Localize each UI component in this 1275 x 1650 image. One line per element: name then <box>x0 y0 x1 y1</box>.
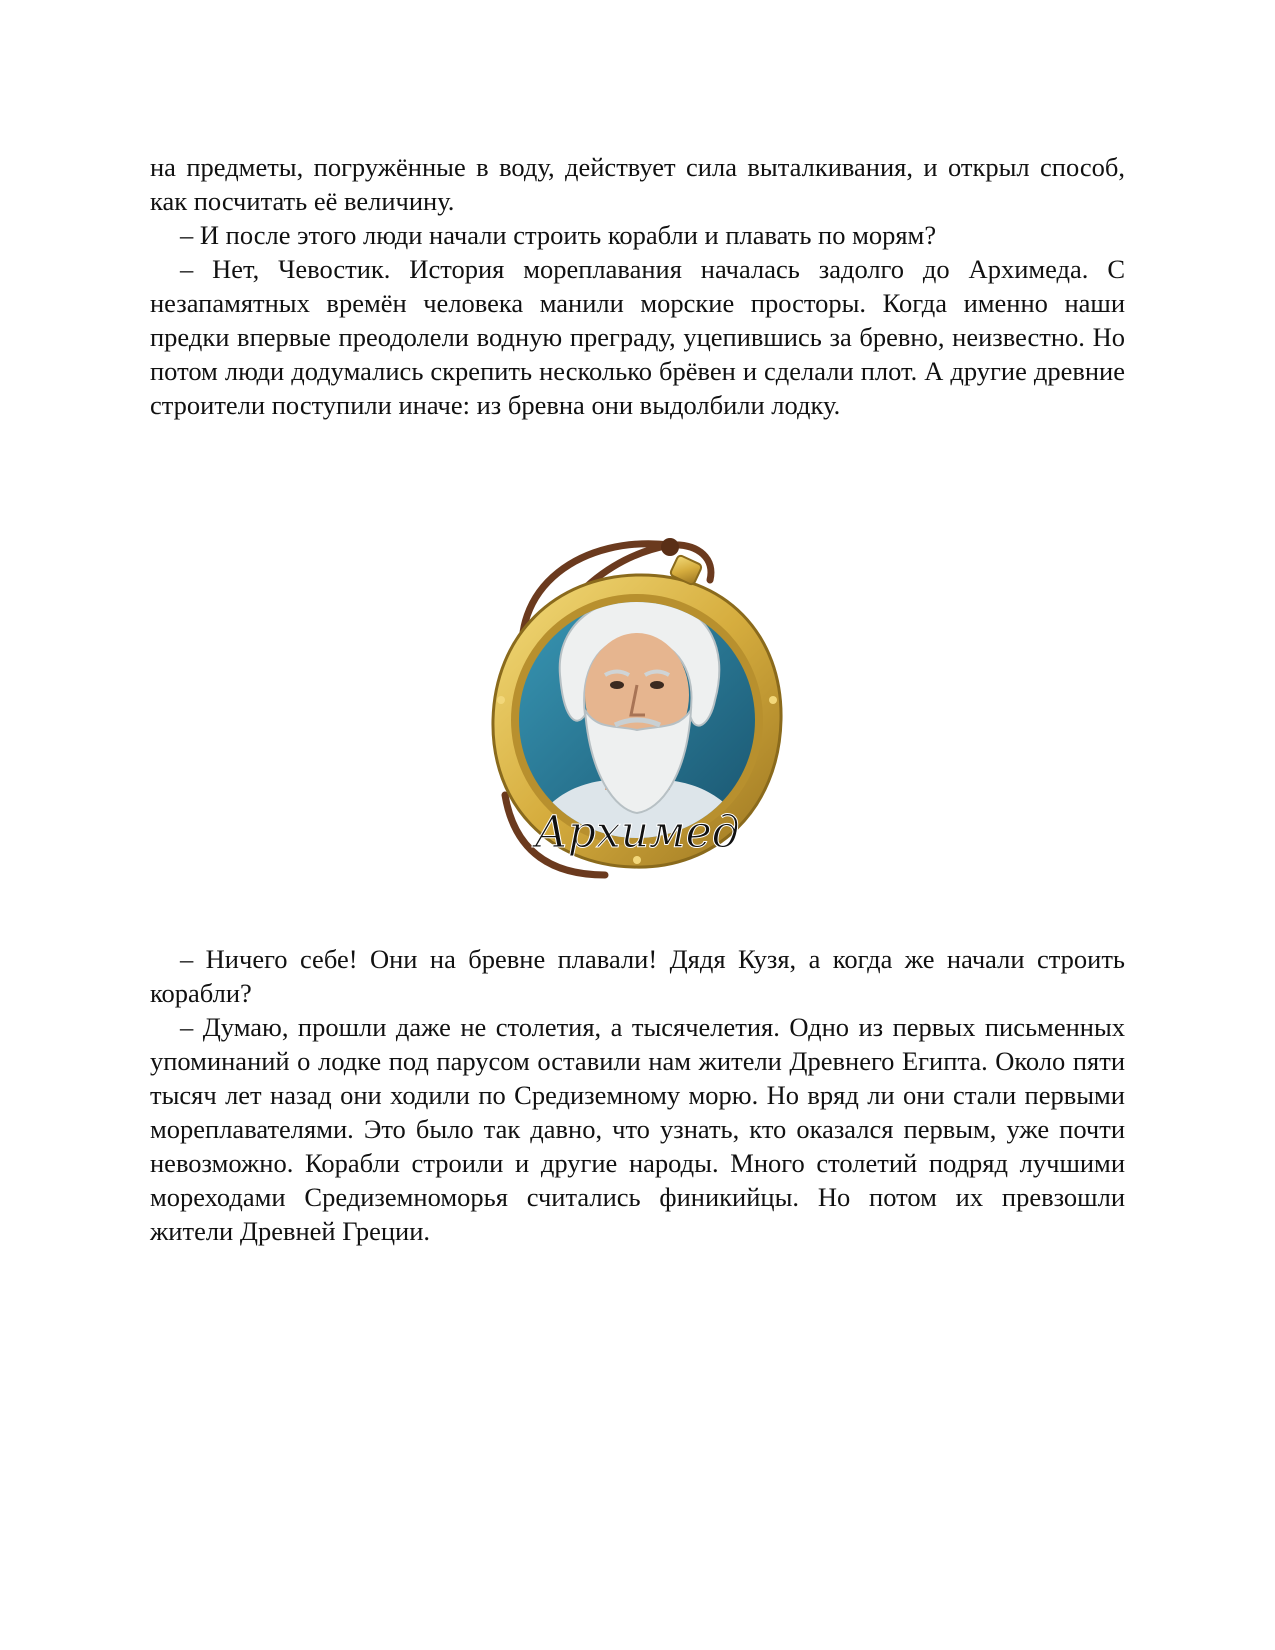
paragraph-history: – Думаю, прошли даже не столетия, а тысячелетия. Одно из первых письменных упоминаний о лодке под парусом оставили нам жители Древнего Египта. Около пяти тысяч лет назад они ходили по Средиземному морю. Но вряд ли они стали первыми мореплавателями. Это было так давно, что узнать, кто оказался первым, уже почти невозможно. Корабли строили и другие народы. Много столетий подряд лучшими мореходами Средиземноморья считались финикийцы. Но потом их превзошли жители Древней Греции. <box>150 1012 1125 1246</box>
paragraph-answer: – Нет, Чевостик. История мореплавания началась задолго до Архимеда. С незапамятных времён человека манили морские просторы. Когда именно наши предки впервые преодолели водную преграду, уцепившись за бревно, неизвестно. Но потом люди додумались скрепить несколько брёвен и сделали плот. А другие древние строители поступили иначе: из бревна они выдолбили лодку. <box>150 254 1125 420</box>
caption-archimedes: Архимед <box>534 807 740 858</box>
paragraph-exclamation: – Ничего себе! Они на бревне плавали! Дядя Кузя, а когда же начали строить корабли? <box>150 944 1125 1008</box>
bottom-text-block <box>150 942 1125 1248</box>
rope-knot <box>661 538 679 556</box>
archimedes-portrait-illustration <box>465 525 810 905</box>
paragraph-question: – И после этого люди начали строить корабли и плавать по морям? <box>180 220 937 250</box>
top-text-block <box>150 150 1125 422</box>
archimedes-medallion <box>465 525 810 905</box>
paragraph-continuation: на предметы, погружённые в воду, действует сила выталкивания, и открыл способ, как посчитать её величину. <box>150 152 1125 216</box>
